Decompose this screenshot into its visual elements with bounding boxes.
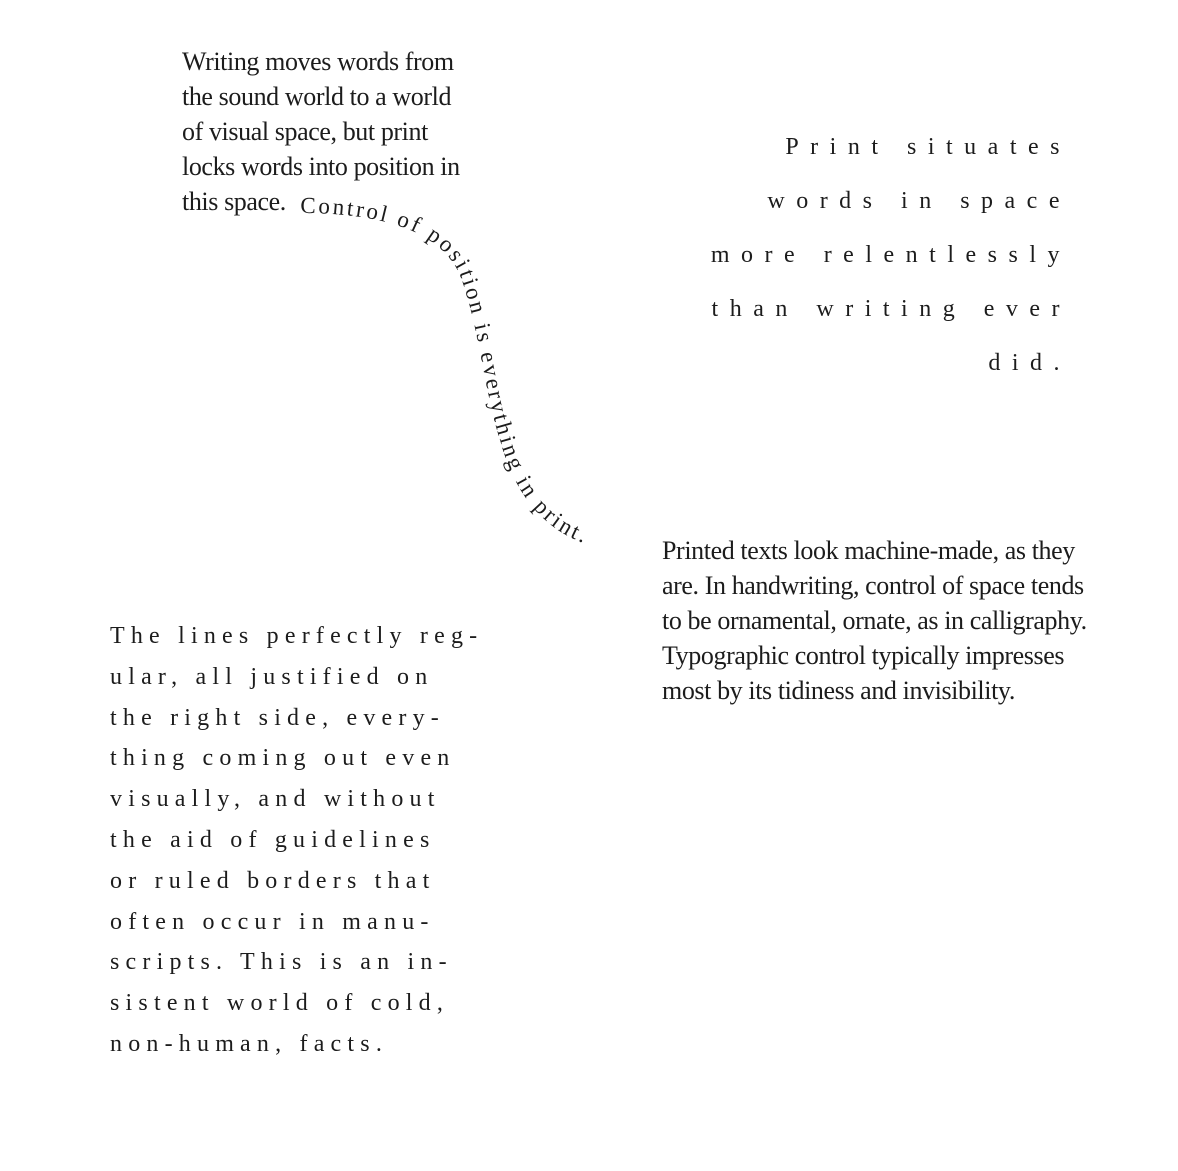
top-left-line-3: of visual space, but print xyxy=(182,117,428,146)
bottom-left-line-11: non-human, facts. xyxy=(110,1030,389,1057)
top-right-line-1: Print situates xyxy=(785,134,1071,160)
bottom-left-line-2: ular, all justified on xyxy=(110,663,434,690)
mid-right-line-1: Printed texts look machine-made, as they xyxy=(662,536,1075,565)
bottom-left-paragraph xyxy=(110,616,570,1065)
top-left-line-5: this space. xyxy=(182,187,286,216)
top-left-line-2: the sound world to a world xyxy=(182,82,452,111)
bottom-left-line-1: The lines perfectly reg- xyxy=(110,623,484,649)
top-right-line-2: words in space xyxy=(767,188,1071,214)
top-left-line-4: locks words into position in xyxy=(182,152,460,181)
bottom-left-line-6: the aid of guidelines xyxy=(110,826,436,853)
top-left-line-1: Writing moves words from xyxy=(182,47,454,76)
top-right-line-4: than writing ever xyxy=(711,296,1071,322)
bottom-left-line-7: or ruled borders that xyxy=(110,867,436,894)
bottom-left-line-8: often occur in manu- xyxy=(110,908,435,935)
top-right-line-5: did. xyxy=(988,350,1071,376)
bottom-left-line-3: the right side, every- xyxy=(110,704,445,731)
bottom-left-line-10: sistent world of cold, xyxy=(110,990,450,1017)
bottom-left-line-5: visually, and without xyxy=(110,786,441,813)
curved-phrase xyxy=(300,193,593,549)
mid-right-line-4: Typographic control typically impresses xyxy=(662,641,1065,670)
mid-right-line-2: are. In handwriting, control of space tends xyxy=(662,571,1084,600)
mid-right-paragraph xyxy=(662,533,1142,708)
mid-right-line-5: most by its tidiness and invisibility. xyxy=(662,676,1015,705)
bottom-left-line-9: scripts. This is an in- xyxy=(110,949,453,976)
bottom-left-line-4: thing coming out even xyxy=(110,745,456,772)
top-right-paragraph xyxy=(560,120,1071,390)
mid-right-line-3: to be ornamental, ornate, as in calligraphy. xyxy=(662,606,1087,635)
top-right-line-3: more relentlessly xyxy=(710,242,1071,268)
curved-phrase-path: Control of position is everything in print. xyxy=(300,192,593,549)
